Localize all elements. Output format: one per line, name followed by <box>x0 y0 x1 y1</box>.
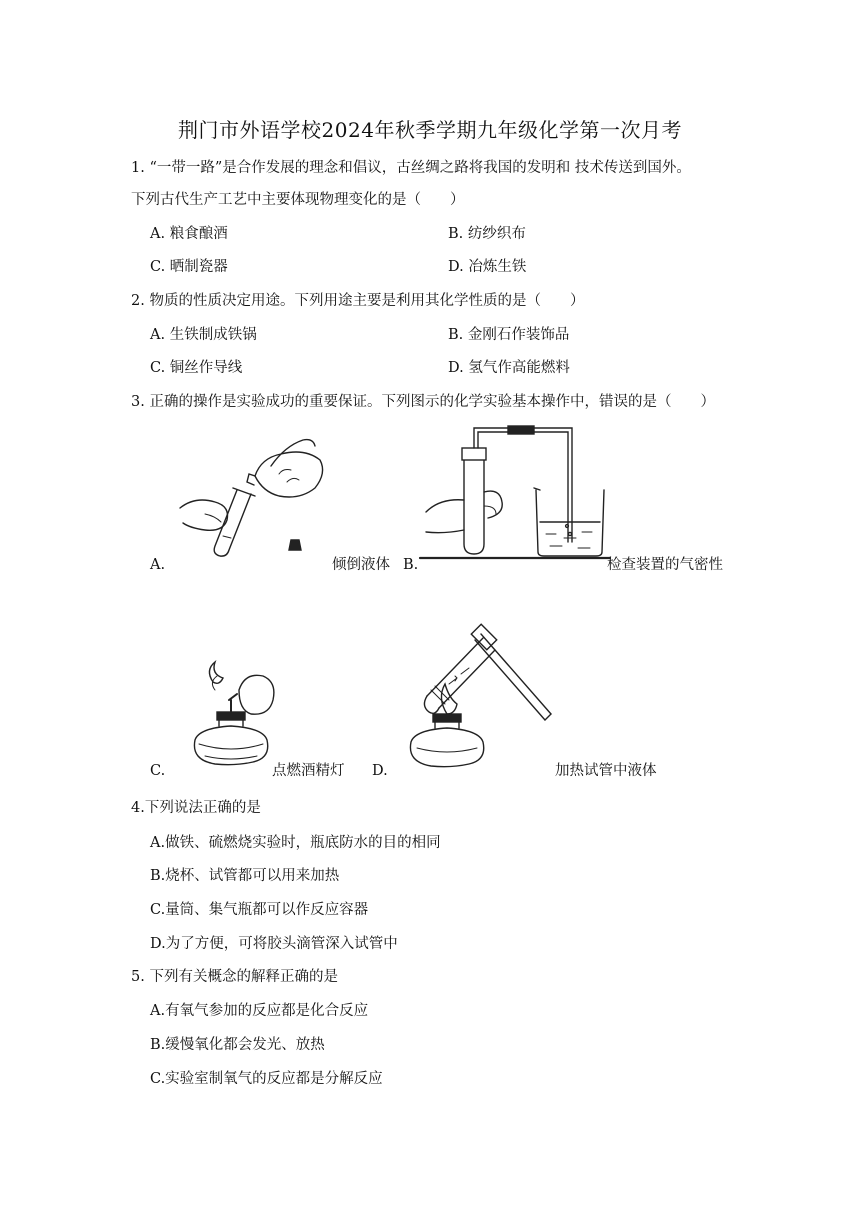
q1-stem-line2: 下列古代生产工艺中主要体现物理变化的是（ ） <box>131 192 465 208</box>
q5-stem: 5. 下列有关概念的解释正确的是 <box>131 969 338 985</box>
q1-option-c: C. 晒制瓷器 <box>150 259 228 275</box>
q1-stem-line1: 1. “一带一路”是合作发展的理念和倡议，古丝绸之路将我国的发明和 技术传送到国外。 <box>131 160 691 176</box>
q3-option-b-letter: B. <box>403 557 419 573</box>
q4-option-c: C.量筒、集气瓶都可以作反应容器 <box>150 902 369 918</box>
lighting-alcohol-lamp-figure <box>185 660 285 772</box>
q4-option-b: B.烧杯、试管都可以用来加热 <box>150 868 340 884</box>
q4-option-d: D.为了方便，可将胶头滴管深入试管中 <box>150 936 398 952</box>
pouring-liquid-figure <box>175 428 335 563</box>
q3-option-d-caption: 加热试管中液体 <box>555 763 657 779</box>
q3-option-d-letter: D. <box>372 763 388 779</box>
q3-option-a-letter: A. <box>150 557 166 573</box>
q3-stem: 3. 正确的操作是实验成功的重要保证。下列图示的化学实验基本操作中，错误的是（ ） <box>131 394 715 410</box>
q1-option-d: D. 冶炼生铁 <box>448 259 527 275</box>
q2-option-a: A. 生铁制成铁锅 <box>150 327 257 343</box>
exam-title: 荆门市外语学校2024年秋季学期九年级化学第一次月考 <box>178 118 682 142</box>
q3-option-b-caption: 检查装置的气密性 <box>607 557 723 573</box>
q1-option-b: B. 纺纱织布 <box>448 226 526 242</box>
q2-stem: 2. 物质的性质决定用途。下列用途主要是利用其化学性质的是（ ） <box>131 293 585 309</box>
q5-option-c: C.实验室制氧气的反应都是分解反应 <box>150 1071 383 1087</box>
q5-option-a: A.有氧气参加的反应都是化合反应 <box>150 1003 369 1019</box>
heating-test-tube-liquid-figure <box>405 624 555 774</box>
airtightness-check-figure <box>420 422 620 567</box>
q3-option-c-letter: C. <box>150 763 166 779</box>
q2-option-d: D. 氢气作高能燃料 <box>448 360 570 376</box>
q3-option-a-caption: 倾倒液体 <box>332 557 390 573</box>
q3-option-c-caption: 点燃酒精灯 <box>272 763 345 779</box>
q5-option-b: B.缓慢氧化都会发光、放热 <box>150 1037 325 1053</box>
q4-stem: 4.下列说法正确的是 <box>131 800 261 816</box>
q2-option-c: C. 铜丝作导线 <box>150 360 243 376</box>
q2-option-b: B. 金刚石作装饰品 <box>448 327 570 343</box>
q4-option-a: A.做铁、硫燃烧实验时，瓶底防水的目的相同 <box>150 835 441 851</box>
q1-option-a: A. 粮食酿酒 <box>150 226 228 242</box>
